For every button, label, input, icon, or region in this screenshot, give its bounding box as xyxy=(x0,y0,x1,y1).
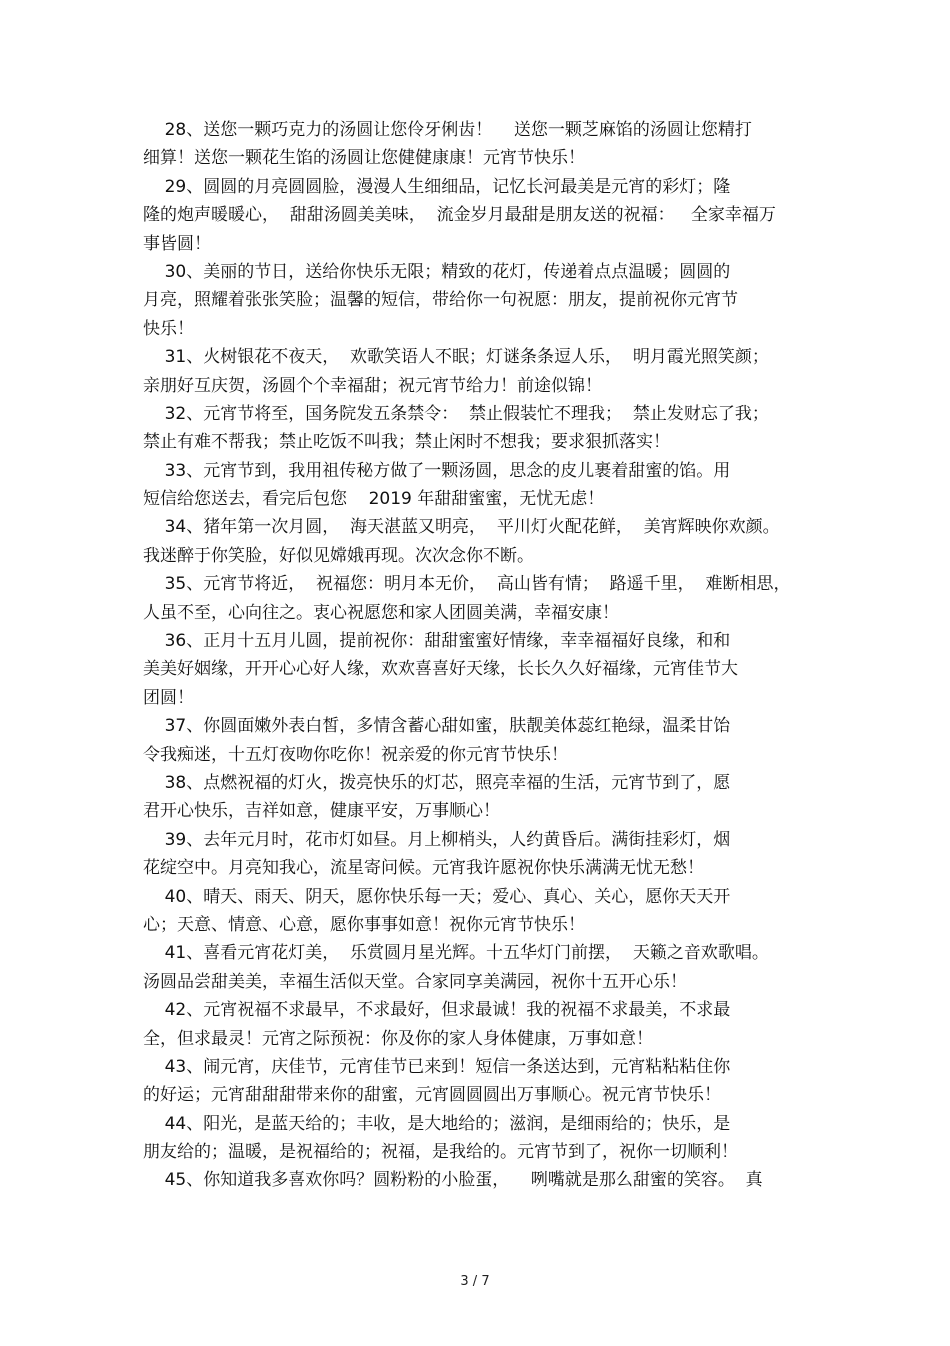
text-line: 38、点燃祝福的灯火，拨亮快乐的灯芯，照亮幸福的生活，元宵节到了，愿 xyxy=(143,772,731,793)
text-line: 隆的炮声暖暖心， 甜甜汤圆美美味， 流金岁月最甜是朋友送的祝福： 全家幸福万 xyxy=(143,205,776,226)
text-line: 34、猪年第一次月圆， 海天湛蓝又明亮， 平川灯火配花鲜， 美宵辉映你欢颜。 xyxy=(143,517,780,538)
text-line: 君开心快乐，吉祥如意，健康平安，万事顺心！ xyxy=(143,801,500,822)
text-line: 美美好姻缘，开开心心好人缘，欢欢喜喜好天缘，长长久久好福缘，元宵佳节大 xyxy=(143,659,738,680)
text-line: 我迷醉于你笑脸，好似见嫦娥再现。次次念你不断。 xyxy=(143,545,534,566)
text-line: 的好运；元宵甜甜甜带来你的甜蜜，元宵圆圆圆出万事顺心。祝元宵节快乐！ xyxy=(143,1085,721,1106)
text-line: 汤圆品尝甜美美，幸福生活似天堂。合家同享美满园，祝你十五开心乐！ xyxy=(143,971,687,992)
text-line: 42、元宵祝福不求最早，不求最好，但求最诚！我的祝福不求最美，不求最 xyxy=(143,1000,731,1021)
text-line: 禁止有难不帮我；禁止吃饭不叫我；禁止闲时不想我；要求狠抓落实！ xyxy=(143,432,670,453)
text-line: 快乐！ xyxy=(143,318,194,339)
text-line: 亲朋好互庆贺，汤圆个个幸福甜；祝元宵节给力！前途似锦！ xyxy=(143,375,602,396)
text-line: 月亮，照耀着张张笑脸；温馨的短信，带给你一句祝愿：朋友，提前祝你元宵节 xyxy=(143,290,738,311)
text-line: 人虽不至，心向往之。衷心祝愿您和家人团圆美满，幸福安康！ xyxy=(143,602,619,623)
page-number: 3 / 7 xyxy=(460,1274,490,1289)
text-line: 28、送您一颗巧克力的汤圆让您伶牙俐齿！ 送您一颗芝麻馅的汤圆让您精打 xyxy=(143,120,752,140)
text-line: 41、喜看元宵花灯美， 乐赏圆月星光辉。十五华灯门前摆， 天籁之音欢歌唱。 xyxy=(143,943,769,964)
text-line: 29、圆圆的月亮圆圆脸，漫漫人生细细品，记忆长河最美是元宵的彩灯；隆 xyxy=(143,176,731,197)
document-body xyxy=(143,116,808,1195)
text-line: 花绽空中。月亮知我心，流星寄问候。元宵我许愿祝你快乐满满无忧无愁！ xyxy=(143,858,704,879)
text-line: 31、火树银花不夜天， 欢歌笑语人不眠；灯谜条条逗人乐， 明月霞光照笑颜； xyxy=(143,347,769,368)
text-line: 事皆圆！ xyxy=(143,233,211,254)
text-line: 37、你圆面嫩外表白皙，多情含蓄心甜如蜜，肤靓美体蕊红艳绿，温柔甘饴 xyxy=(143,716,731,737)
text-line: 44、阳光，是蓝天给的；丰收，是大地给的；滋润，是细雨给的；快乐，是 xyxy=(143,1113,731,1134)
text-line: 40、晴天、雨天、阴天，愿你快乐每一天；爱心、真心、关心，愿你天天开 xyxy=(143,886,731,907)
text-line: 30、美丽的节日，送给你快乐无限；精致的花灯，传递着点点温暖；圆圆的 xyxy=(143,261,731,282)
text-line: 39、去年元月时，花市灯如昼。月上柳梢头，人约黄昏后。满街挂彩灯，烟 xyxy=(143,829,731,850)
text-line: 35、元宵节将近， 祝福您：明月本无价， 高山皆有情； 路遥千里， 难断相思， xyxy=(143,574,791,595)
text-line: 团圆！ xyxy=(143,687,194,708)
text-line: 43、闹元宵，庆佳节，元宵佳节已来到！短信一条送达到，元宵粘粘粘住你 xyxy=(143,1056,731,1077)
text-line: 朋友给的；温暖，是祝福给的；祝福，是我给的。元宵节到了，祝你一切顺利！ xyxy=(143,1142,738,1163)
text-line: 32、元宵节将至，国务院发五条禁令： 禁止假装忙不理我； 禁止发财忘了我； xyxy=(143,403,769,424)
text-line: 心；天意、情意、心意，愿你事事如意！祝你元宵节快乐！ xyxy=(143,914,585,935)
text-line: 33、元宵节到，我用祖传秘方做了一颗汤圆，思念的皮儿裹着甜蜜的馅。用 xyxy=(143,460,731,481)
text-line: 36、正月十五月儿圆，提前祝你：甜甜蜜蜜好情缘，幸幸福福好良缘，和和 xyxy=(143,631,731,652)
text-line: 细算！送您一颗花生馅的汤圆让您健健康康！元宵节快乐！ xyxy=(143,148,585,169)
text-line: 令我痴迷，十五灯夜吻你吃你！祝亲爱的你元宵节快乐！ xyxy=(143,744,568,765)
text-line: 短信给您送去，看完后包您 2019 年甜甜蜜蜜，无忧无虑！ xyxy=(143,489,605,510)
text-line: 全，但求最灵！元宵之际预祝：你及你的家人身体健康，万事如意！ xyxy=(143,1028,653,1049)
text-line: 45、你知道我多喜欢你吗？圆粉粉的小脸蛋， 咧嘴就是那么甜蜜的笑容。 真 xyxy=(143,1170,763,1191)
